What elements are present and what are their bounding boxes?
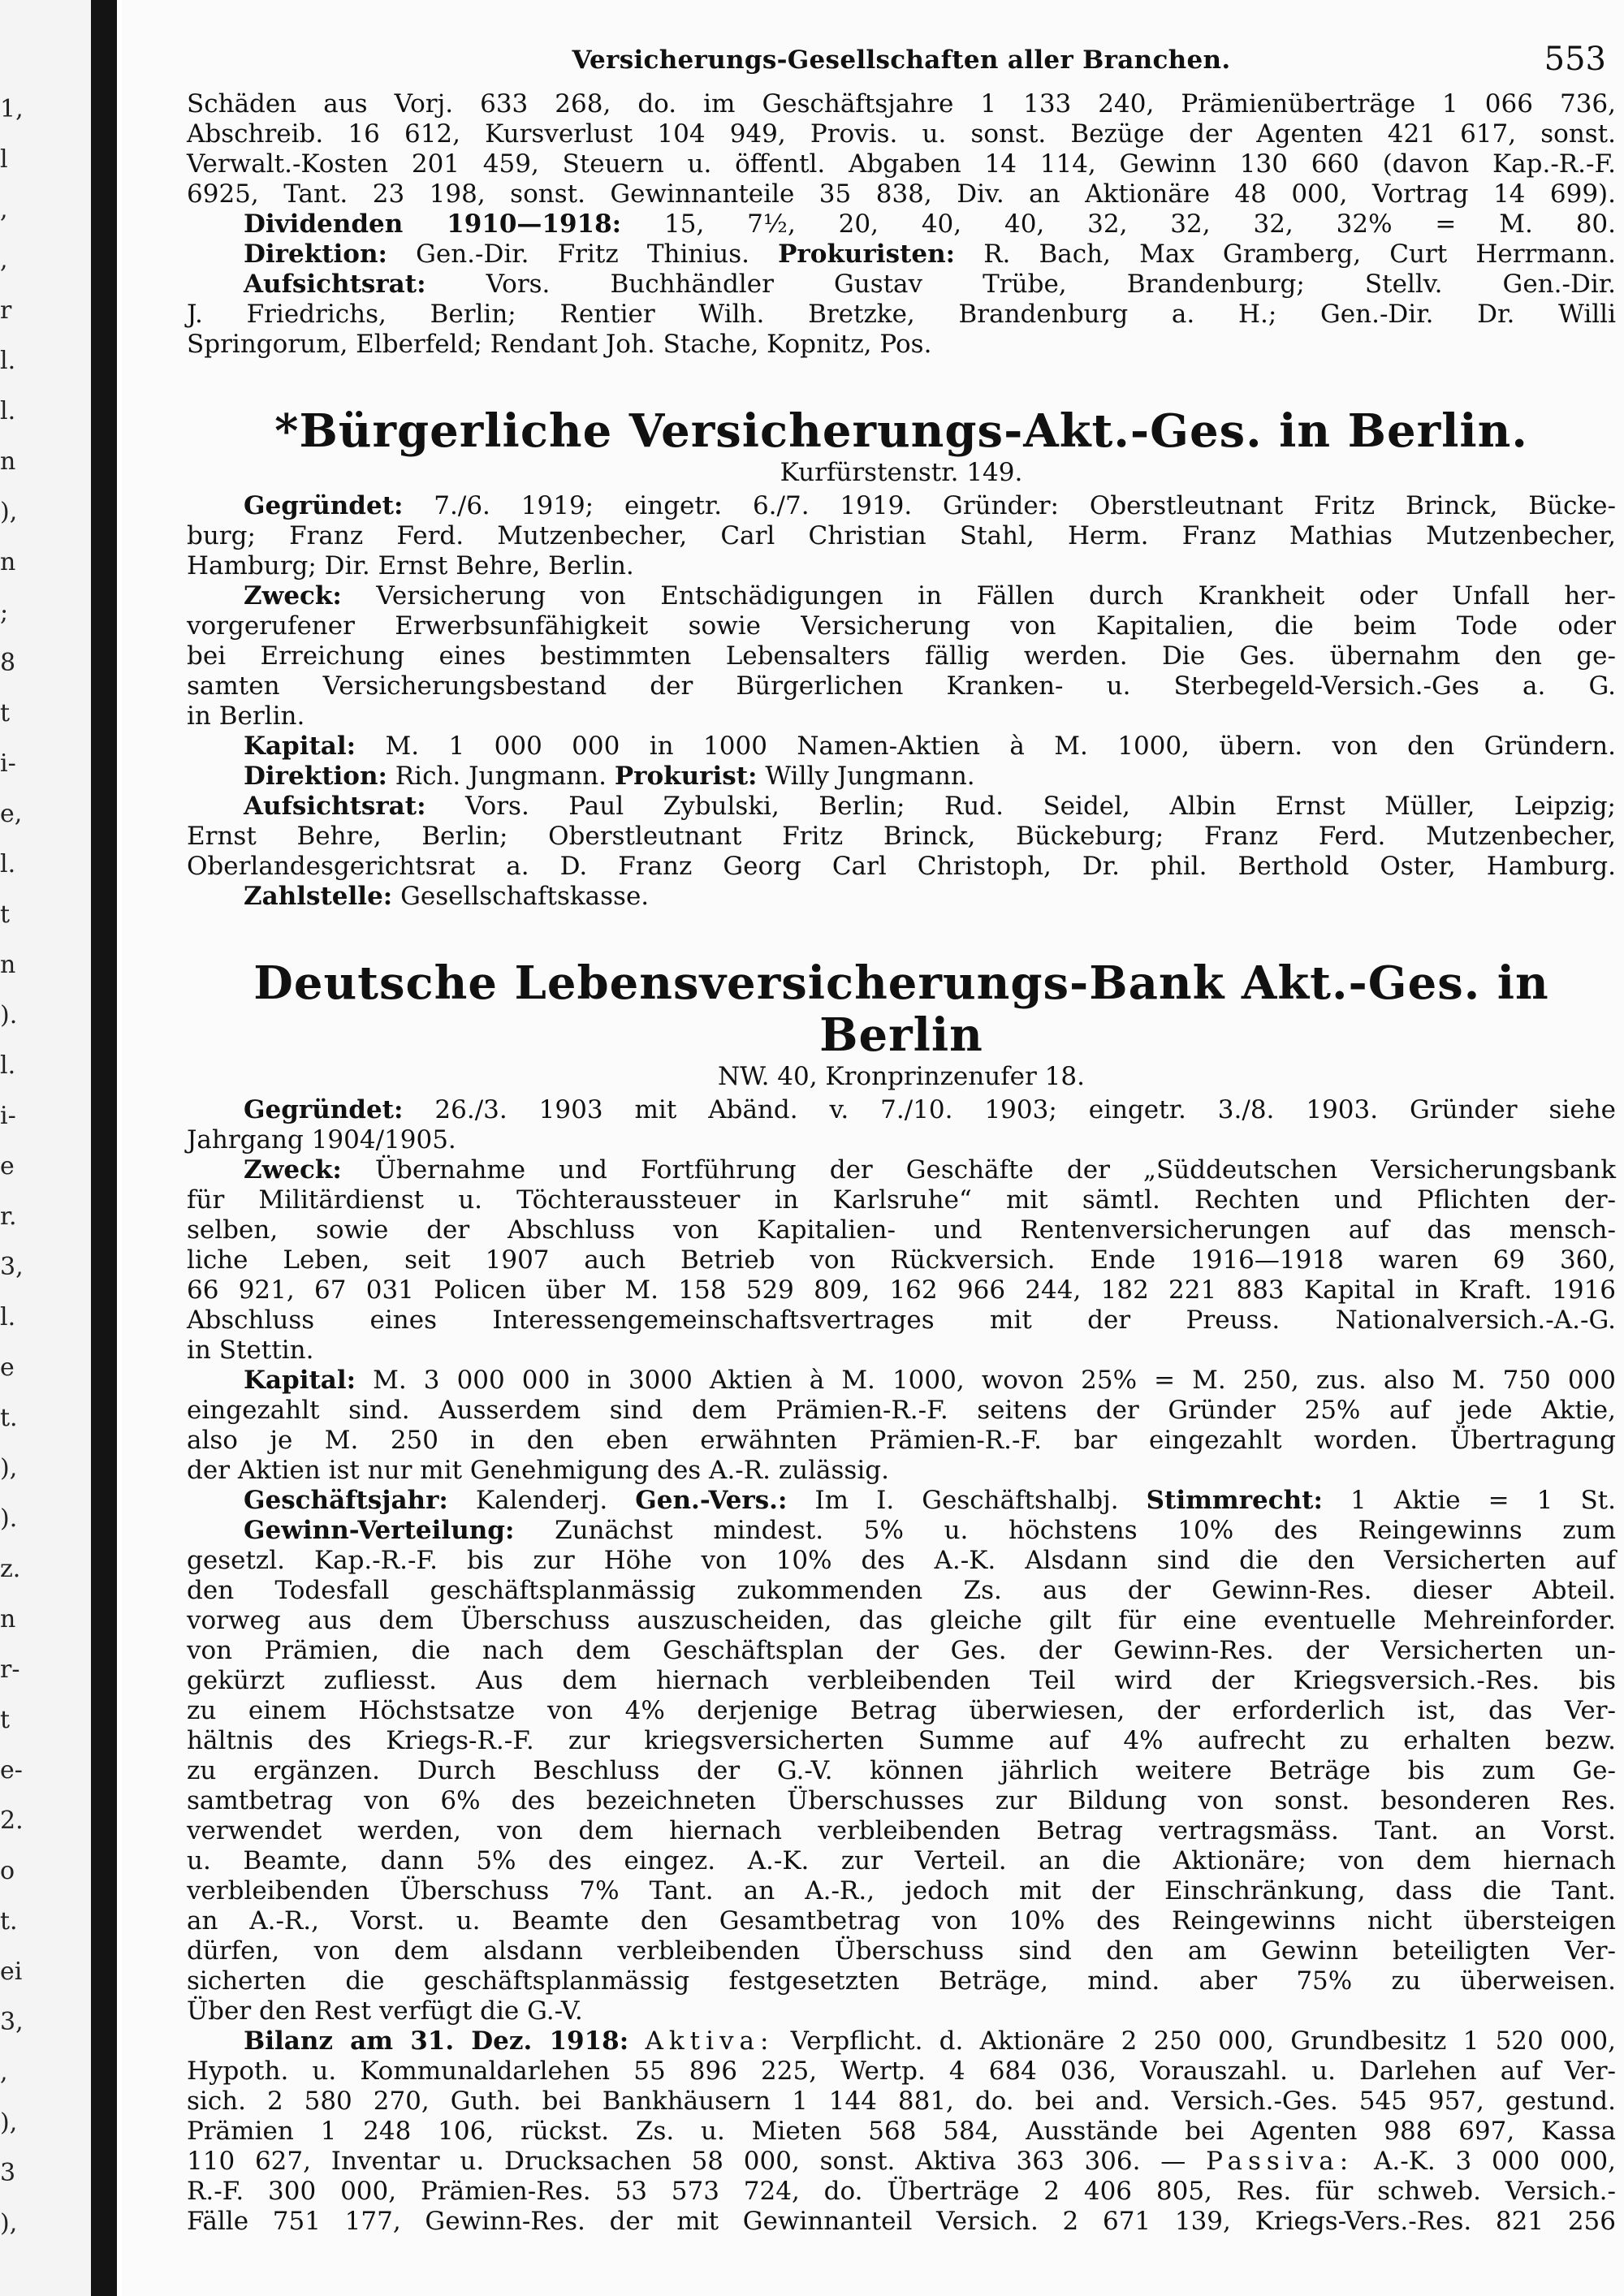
text-line — [187, 1846, 1616, 1876]
line-text: eingezahlt sind. Ausserdem sind dem Prämien-R.-F. seitens der Gründer 25% auf jede Aktie, — [187, 1396, 1616, 1425]
previous-page-fragment: i- — [0, 1102, 16, 1130]
text-line — [187, 1155, 1616, 1185]
line-text: Gesellschaftskasse. — [392, 882, 650, 911]
line-text: verwendet werden, von dem hiernach verbleibenden Betrag vertragsmäss. Tant. an Vorst. — [187, 1816, 1616, 1845]
line-text: Rich. Jungmann. — [387, 762, 615, 791]
company-title: Deutsche Lebensversicherungs-Bank Akt.-Ges. in Berlin — [253, 956, 1549, 1062]
text-line — [187, 2207, 1616, 2237]
previous-page-fragment: e- — [0, 1756, 23, 1785]
previous-page-fragment: 1, — [0, 95, 24, 123]
text-line — [187, 89, 1616, 119]
line-text: Jahrgang 1904/1905. — [187, 1125, 456, 1154]
text-line — [187, 1816, 1616, 1846]
text-line — [187, 1125, 1616, 1155]
text-line — [187, 1936, 1616, 1966]
text-line — [187, 1396, 1616, 1426]
text-line — [187, 2177, 1616, 2207]
previous-page-fragment: ), — [0, 1454, 18, 1482]
field-label: Geschäftsjahr: — [244, 1486, 448, 1515]
text-line — [187, 209, 1616, 240]
line-text: liche Leben, seit 1907 auch Betrieb von Rückversich. Ende 1916—1918 waren 69 360, — [187, 1245, 1616, 1275]
line-text: 110 627, Inventar u. Drucksachen 58 000, sonst. Aktiva 363 306. — — [187, 2147, 1207, 2176]
previous-page-fragment: e — [0, 1353, 15, 1382]
previous-page-fragment: l. — [0, 397, 16, 425]
text-line — [187, 1185, 1616, 1215]
line-text: Vors. Buchhändler Gustav Trübe, Brandenburg; Stellv. Gen.-Dir. — [425, 270, 1616, 299]
line-text: Kalenderj. — [447, 1486, 636, 1515]
text-line — [187, 1456, 1616, 1486]
text-line — [187, 581, 1616, 611]
line-text: für Militärdienst u. Töchteraussteuer in Karlsruhe“ mit sämtl. Rechten und Pflichten der- — [187, 1185, 1616, 1215]
text-line — [187, 1275, 1616, 1306]
line-text: Ernst Behre, Berlin; Oberstleutnant Fritz Brinck, Bückeburg; Franz Ferd. Mutzenbecher, — [187, 822, 1616, 851]
text-line — [187, 1306, 1616, 1336]
previous-page-fragment: n — [0, 1605, 16, 1634]
text-line — [187, 1696, 1616, 1726]
line-text: Schäden aus Vorj. 633 268, do. im Geschäftsjahre 1 133 240, Prämienüberträge 1 066 736, — [187, 89, 1616, 119]
text-line — [187, 2056, 1616, 2087]
line-text: selben, sowie der Abschluss von Kapitalien- und Rentenversicherungen auf das mensch- — [187, 1215, 1616, 1245]
text-line — [187, 1215, 1616, 1245]
text-line — [187, 270, 1616, 300]
line-text: Zunächst mindest. 5% u. höchstens 10% des Reingewinns zum — [514, 1516, 1616, 1545]
text-line — [187, 1336, 1616, 1366]
text-line — [187, 762, 1616, 792]
previous-page-fragment: n — [0, 951, 16, 979]
line-text: in Berlin. — [187, 701, 305, 731]
previous-page-fragment: ), — [0, 2209, 18, 2238]
previous-page-fragment: e, — [0, 800, 23, 828]
text-line — [187, 330, 1616, 360]
text-line — [187, 491, 1616, 521]
previous-page-fragment: t — [0, 699, 11, 727]
line-text: Hamburg; Dir. Ernst Behre, Berlin. — [187, 551, 634, 580]
field-label: Dividenden 1910—1918: — [244, 209, 622, 239]
line-text: R.-F. 300 000, Prämien-Res. 53 573 724, do. Überträge 2 406 805, Res. für schweb. Versich.- — [187, 2177, 1616, 2206]
previous-page-fragment: n — [0, 447, 16, 476]
previous-page-fragment: , — [0, 246, 8, 274]
field-label: Prokurist: — [614, 762, 758, 791]
text-line — [187, 149, 1616, 179]
previous-page-fragment: t — [0, 1706, 11, 1734]
text-line — [187, 240, 1616, 270]
line-text — [628, 2026, 645, 2056]
previous-page-fragment: l. — [0, 1303, 16, 1331]
line-text: burg; Franz Ferd. Mutzenbecher, Carl Christian Stahl, Herm. Franz Mathias Mutzenbecher, — [187, 521, 1616, 550]
line-text: hältnis des Kriegs-R.-F. zur kriegsversicherten Summe auf 4% aufrecht zu erhalten bezw. — [187, 1726, 1616, 1755]
field-label: Gegründet: — [244, 1095, 404, 1124]
running-title: Versicherungs-Gesellschaften aller Branchen. — [572, 45, 1231, 75]
previous-page-fragment: ei — [0, 1957, 23, 1986]
previous-page-fragment: l. — [0, 850, 16, 878]
line-text: Abschluss eines Interessengemeinschaftsvertrages mit der Preuss. Nationalversich.-A.-G. — [187, 1306, 1616, 1335]
field-label: Direktion: — [244, 240, 387, 269]
line-text: Übernahme und Fortführung der Geschäfte der „Süddeutschen Versicherungsbank — [341, 1155, 1616, 1185]
line-text: R. Bach, Max Gramberg, Curt Herrmann. — [955, 240, 1616, 269]
line-text: vorgerufener Erwerbsunfähigkeit sowie Versicherung von Kapitalien, die beim Tode oder — [187, 611, 1616, 641]
line-text: Abschreib. 16 612, Kursverlust 104 949, Provis. u. sonst. Bezüge der Agenten 421 617, sonst. — [187, 119, 1616, 149]
line-text: M. 3 000 000 in 3000 Aktien à M. 1000, wovon 25% = M. 250, zus. also M. 750 000 — [356, 1366, 1616, 1395]
previous-page-edge — [0, 0, 91, 2296]
field-label: Aufsichtsrat: — [244, 792, 426, 821]
text-line — [187, 119, 1616, 149]
page-number: 553 — [1544, 41, 1606, 78]
text-line — [187, 1756, 1616, 1786]
previous-page-fragment: ), — [0, 498, 18, 526]
text-line — [187, 300, 1616, 330]
field-label: Zweck: — [244, 581, 342, 611]
text-line — [187, 611, 1616, 641]
text-line — [187, 1666, 1616, 1696]
line-text: 6925, Tant. 23 198, sonst. Gewinnanteile 35 838, Div. an Aktionäre 48 000, Vortrag 14 699). — [187, 179, 1616, 209]
previous-page-fragment: 8 — [0, 649, 16, 677]
line-text: Gen.-Dir. Fritz Thinius. — [387, 240, 779, 269]
previous-page-fragment: ; — [0, 598, 9, 627]
field-label: Gewinn-Verteilung: — [244, 1516, 515, 1545]
entry-continuation — [187, 89, 1616, 360]
field-label: Direktion: — [244, 762, 387, 791]
previous-page-fragment: t. — [0, 1907, 18, 1936]
line-text: samten Versicherungsbestand der Bürgerlichen Kranken- u. Sterbegeld-Versich.-Ges a. G. — [187, 671, 1616, 701]
text-line — [187, 1245, 1616, 1275]
line-text: J. Friedrichs, Berlin; Rentier Wilh. Bretzke, Brandenburg a. H.; Gen.-Dir. Dr. Willi — [187, 300, 1616, 329]
company-address: Kurfürstenstr. 149. — [780, 458, 1023, 487]
previous-page-fragment: ), — [0, 2108, 18, 2137]
previous-page-fragment: 3, — [0, 2008, 24, 2036]
line-text: M. 1 000 000 in 1000 Namen-Aktien à M. 1000, übern. von den Gründern. — [356, 732, 1616, 761]
line-text: Oberlandesgerichtsrat a. D. Franz Georg Carl Christoph, Dr. phil. Berthold Oster, Hamburg. — [187, 852, 1616, 881]
text-line — [187, 1996, 1616, 2026]
line-text: Im I. Geschäftshalbj. — [787, 1486, 1147, 1515]
company-title: *Bürgerliche Versicherungs-Akt.-Ges. in Berlin. — [274, 404, 1528, 458]
line-text: gekürzt zufliesst. Aus dem hiernach verbleibenden Teil wird der Kriegsversich.-Res. bis — [187, 1666, 1616, 1695]
line-text: sich. 2 580 270, Guth. bei Bankhäusern 1 144 881, do. bei and. Versich.-Ges. 545 957, gestund. — [187, 2087, 1616, 2116]
previous-page-fragment: r- — [0, 1655, 20, 1684]
text-line — [187, 1786, 1616, 1816]
previous-page-fragment: o — [0, 1857, 15, 1885]
field-label: Kapital: — [244, 732, 356, 761]
spaced-label: Passiva: — [1206, 2147, 1354, 2176]
line-text: Verpflicht. d. Aktionäre 2 250 000, Grundbesitz 1 520 000, — [774, 2026, 1616, 2056]
line-text: Versicherung von Entschädigungen in Fällen durch Krankheit oder Unfall her- — [341, 581, 1616, 611]
page-content — [187, 41, 1616, 2237]
running-head — [187, 41, 1616, 89]
line-text: sicherten die geschäftsplanmässig festgesetzten Beträge, mind. aber 75% zu überweisen. — [187, 1966, 1616, 1996]
previous-page-fragment: t. — [0, 1404, 18, 1432]
company-entry — [187, 1095, 1616, 2237]
previous-page-fragment: i- — [0, 749, 16, 778]
text-line — [187, 1095, 1616, 1125]
previous-page-fragment: 3, — [0, 1253, 24, 1281]
line-text: samtbetrag von 6% des bezeichneten Überschusses zur Bildung von sonst. besonderen Res. — [187, 1786, 1616, 1815]
line-text: dürfen, von dem alsdann verbleibenden Überschuss sind den am Gewinn beteiligten Ver- — [187, 1936, 1616, 1966]
previous-page-fragment: e — [0, 1152, 15, 1180]
line-text: bei Erreichung eines bestimmten Lebensalters fällig werden. Die Ges. übernahm den ge- — [187, 641, 1616, 671]
line-text: zu ergänzen. Durch Beschluss der G.-V. können jährlich weitere Beträge bis zum Ge- — [187, 1756, 1616, 1785]
line-text: Vors. Paul Zybulski, Berlin; Rud. Seidel, Albin Ernst Müller, Leipzig; — [425, 792, 1616, 821]
previous-page-fragment: r — [0, 296, 12, 325]
line-text: der Aktien ist nur mit Genehmigung des A.-R. zulässig. — [187, 1456, 889, 1485]
text-line — [187, 1906, 1616, 1936]
line-text: von Prämien, die nach dem Geschäftsplan der Ges. der Gewinn-Res. der Versicherten un- — [187, 1636, 1616, 1665]
line-text: 15, 7½, 20, 40, 40, 32, 32, 32, 32% = M. 80. — [621, 209, 1617, 239]
text-line — [187, 2117, 1616, 2147]
company-entry — [187, 491, 1616, 912]
previous-page-fragment: n — [0, 548, 16, 576]
line-text: Prämien 1 248 106, rückst. Zs. u. Mieten 568 584, Ausstände bei Agenten 988 697, Kassa — [187, 2117, 1616, 2146]
line-text: verbleibenden Überschuss 7% Tant. an A.-R., jedoch mit der Einschränkung, dass die Tant. — [187, 1876, 1616, 1905]
previous-page-fragment: , — [0, 196, 8, 224]
line-text: A.-K. 3 000 000, — [1354, 2147, 1617, 2176]
field-label: Zahlstelle: — [244, 882, 393, 911]
text-line — [187, 1366, 1616, 1396]
text-line — [187, 1876, 1616, 1906]
previous-page-fragment: 3 — [0, 2159, 16, 2187]
line-text: 1 Aktie = 1 St. — [1322, 1486, 1616, 1515]
text-line — [187, 852, 1616, 882]
line-text: an A.-R., Vorst. u. Beamte den Gesamtbetrag von 10% des Reingewinns nicht übersteigen — [187, 1906, 1616, 1936]
text-line — [187, 1636, 1616, 1666]
line-text: Über den Rest verfügt die G.-V. — [187, 1996, 583, 2026]
text-line — [187, 2147, 1616, 2177]
previous-page-fragment: l — [0, 145, 8, 174]
line-text: 26./3. 1903 mit Abänd. v. 7./10. 1903; eingetr. 3./8. 1903. Gründer siehe — [403, 1095, 1616, 1124]
text-line — [187, 882, 1616, 912]
line-text: Verwalt.-Kosten 201 459, Steuern u. öffentl. Abgaben 14 114, Gewinn 130 660 (davon Kap.-R.-F. — [187, 149, 1616, 179]
line-text: 66 921, 67 031 Policen über M. 158 529 809, 162 966 244, 182 221 883 Kapital in Kraft. 1916 — [187, 1275, 1616, 1305]
previous-page-fragment: ). — [0, 1504, 18, 1533]
text-line — [187, 551, 1616, 581]
previous-page-fragment: , — [0, 2058, 8, 2087]
line-text: Hypoth. u. Kommunaldarlehen 55 896 225, Wertp. 4 684 036, Vorauszahl. u. Darlehen auf Ver- — [187, 2056, 1616, 2086]
line-text: gesetzl. Kap.-R.-F. bis zur Höhe von 10% des A.-K. Alsdann sind die den Versicherten auf — [187, 1546, 1616, 1575]
line-text: Willy Jungmann. — [757, 762, 975, 791]
text-line — [187, 1546, 1616, 1576]
field-label: Aufsichtsrat: — [244, 270, 426, 299]
text-line — [187, 822, 1616, 852]
line-text: also je M. 250 in den eben erwähnten Prämien-R.-F. bar eingezahlt worden. Übertragung — [187, 1426, 1616, 1455]
previous-page-fragment: z. — [0, 1555, 21, 1583]
spaced-label: Aktiva: — [645, 2026, 775, 2056]
field-label: Prokuristen: — [778, 240, 956, 269]
text-line — [187, 701, 1616, 732]
text-line — [187, 1576, 1616, 1606]
line-text: u. Beamte, dann 5% des eingez. A.-K. zur Verteil. an die Aktionäre; von dem hiernach — [187, 1846, 1616, 1875]
text-line — [187, 641, 1616, 671]
text-line — [187, 1726, 1616, 1756]
previous-page-fragment: ). — [0, 1001, 18, 1029]
book-page — [122, 0, 1624, 2296]
field-label: Zweck: — [244, 1155, 342, 1185]
line-text: zu einem Höchstsatze von 4% derjenige Betrag überwiesen, der erforderlich ist, das Ver- — [187, 1696, 1616, 1725]
line-text: in Stettin. — [187, 1336, 314, 1365]
previous-page-fragment: l. — [0, 1051, 16, 1080]
line-text: vorweg aus dem Überschuss auszuscheiden, das gleiche gilt für eine eventuelle Mehreinforder. — [187, 1606, 1616, 1635]
company-address: NW. 40, Kronprinzenufer 18. — [718, 1062, 1085, 1091]
text-line — [187, 1516, 1616, 1546]
field-label: Stimmrecht: — [1146, 1486, 1323, 1515]
previous-page-fragment: 2. — [0, 1806, 24, 1835]
line-text: Fälle 751 177, Gewinn-Res. der mit Gewinnanteil Versich. 2 671 139, Kriegs-Vers.-Res. 821 256 — [187, 2207, 1616, 2236]
text-line — [187, 1966, 1616, 1996]
previous-page-fragment: t — [0, 900, 11, 929]
text-line — [187, 732, 1616, 762]
book-gutter — [91, 0, 117, 2296]
text-line — [187, 2026, 1616, 2056]
text-line — [187, 1606, 1616, 1636]
text-line — [187, 792, 1616, 822]
previous-page-fragment: l. — [0, 347, 16, 375]
previous-page-fragment: r. — [0, 1202, 17, 1231]
line-text: Springorum, Elberfeld; Rendant Joh. Stache, Kopnitz, Pos. — [187, 330, 932, 359]
line-text: 7./6. 1919; eingetr. 6./7. 1919. Gründer: Oberstleutnant Fritz Brinck, Bücke- — [403, 491, 1616, 520]
text-line — [187, 1426, 1616, 1456]
text-line — [187, 671, 1616, 701]
field-label: Bilanz am 31. Dez. 1918: — [244, 2026, 629, 2056]
field-label: Kapital: — [244, 1366, 356, 1395]
text-line — [187, 179, 1616, 209]
text-line — [187, 2087, 1616, 2117]
text-line — [187, 1486, 1616, 1516]
text-line — [187, 521, 1616, 551]
field-label: Gen.-Vers.: — [635, 1486, 788, 1515]
field-label: Gegründet: — [244, 491, 404, 520]
line-text: den Todesfall geschäftsplanmässig zukommenden Zs. aus der Gewinn-Res. dieser Abteil. — [187, 1576, 1616, 1605]
